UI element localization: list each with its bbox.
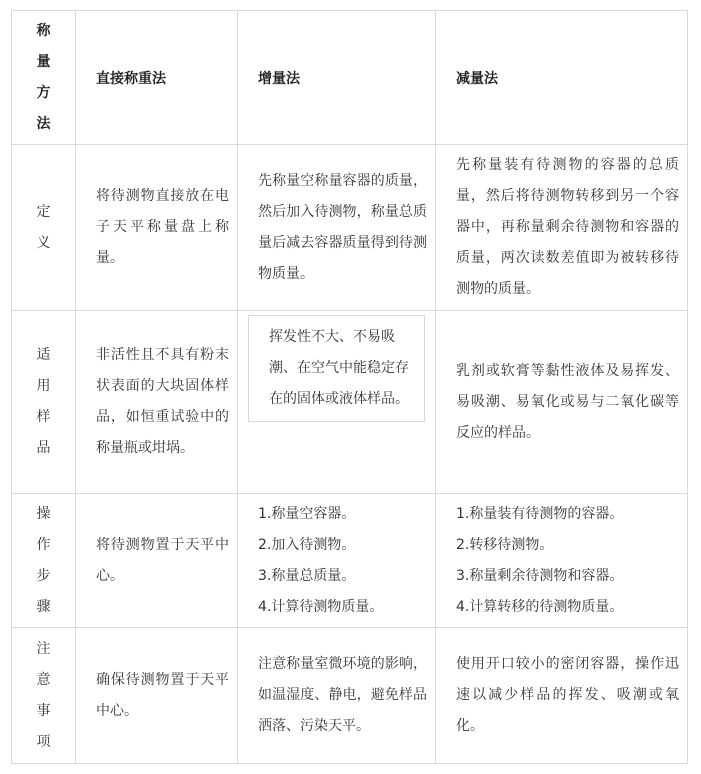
- steps-direct: 将待测物置于天平中心。: [96, 536, 229, 584]
- header-decrement: 减量法: [456, 70, 498, 87]
- definition-decrement-cell: [436, 145, 688, 311]
- steps-decrement-list: [436, 499, 687, 623]
- samples-label-cell: [12, 311, 76, 494]
- list-item: 2.加入待测物。: [258, 536, 356, 553]
- notes-direct-cell: [76, 628, 238, 764]
- notes-decrement-cell: [436, 628, 688, 764]
- list-item: 1.称量空容器。: [258, 505, 356, 522]
- notes-direct: 确保待测物置于天平中心。: [96, 671, 229, 719]
- samples-decrement-cell: [436, 311, 688, 494]
- header-increment-cell: [238, 11, 436, 145]
- header-method-cell: [12, 11, 76, 145]
- notes-decrement: 使用开口较小的密闭容器，操作迅速以减少样品的挥发、吸潮或氧化。: [456, 656, 679, 734]
- list-item: 4.计算转移的待测物质量。: [456, 598, 624, 615]
- steps-label: 操 作 步 骤: [36, 505, 51, 615]
- samples-increment: 挥发性不大、不易吸潮、在空气中能稳定存在的固体或液体样品。: [248, 315, 425, 422]
- samples-label: 适 用 样 品: [36, 347, 51, 456]
- list-item: 3.称量总质量。: [258, 567, 356, 584]
- definition-direct-cell: [76, 145, 238, 311]
- list-item: 4.计算待测物质量。: [258, 598, 384, 615]
- header-method-label: 称 量 方 法: [36, 22, 51, 132]
- definition-increment: 先称量空称量容器的质量，然后加入待测物，称量总质量后减去容器质量得到待测物质量。: [258, 172, 427, 282]
- definition-increment-cell: [238, 145, 436, 311]
- header-increment: 增量法: [258, 70, 300, 87]
- list-item: 1.称量装有待测物的容器。: [456, 505, 624, 522]
- steps-direct-cell: [76, 494, 238, 628]
- definition-decrement: 先称量装有待测物的容器的总质量，然后将待测物转移到另一个容器中，再称量剩余待测物和容器的质量，两次读数差值即为被转移待测物的质量。: [456, 157, 679, 297]
- notes-label-cell: [12, 628, 76, 764]
- header-direct: 直接称重法: [96, 70, 166, 87]
- definition-label-cell: [12, 145, 76, 311]
- weighing-methods-table: [11, 10, 688, 764]
- table-header-row: [12, 11, 688, 145]
- samples-direct-cell: [76, 311, 238, 494]
- table-row-steps: [12, 494, 688, 628]
- table-row-notes: [12, 628, 688, 764]
- header-direct-cell: [76, 11, 238, 145]
- table-row-samples: [12, 311, 688, 494]
- steps-increment-list: [238, 499, 435, 623]
- table-row-definition: [12, 145, 688, 311]
- samples-direct: 非活性且不具有粉末状表面的大块固体样品，如恒重试验中的称量瓶或坩埚。: [96, 347, 229, 456]
- steps-increment-cell: [238, 494, 436, 628]
- definition-label: 定 义: [36, 203, 51, 251]
- samples-decrement: 乳剂或软膏等黏性液体及易挥发、易吸潮、易氧化或易与二氧化碳等反应的样品。: [456, 362, 679, 441]
- samples-increment-cell: [238, 311, 436, 494]
- header-decrement-cell: [436, 11, 688, 145]
- notes-label: 注 意 事 项: [36, 640, 51, 750]
- notes-increment-cell: [238, 628, 436, 764]
- list-item: 3.称量剩余待测物和容器。: [456, 567, 624, 584]
- steps-decrement-cell: [436, 494, 688, 628]
- list-item: 2.转移待测物。: [456, 536, 554, 553]
- definition-direct: 将待测物直接放在电子天平称量盘上称量。: [96, 188, 229, 266]
- notes-increment: 注意称量室微环境的影响，如温湿度、静电，避免样品洒落、污染天平。: [258, 656, 427, 734]
- steps-label-cell: [12, 494, 76, 628]
